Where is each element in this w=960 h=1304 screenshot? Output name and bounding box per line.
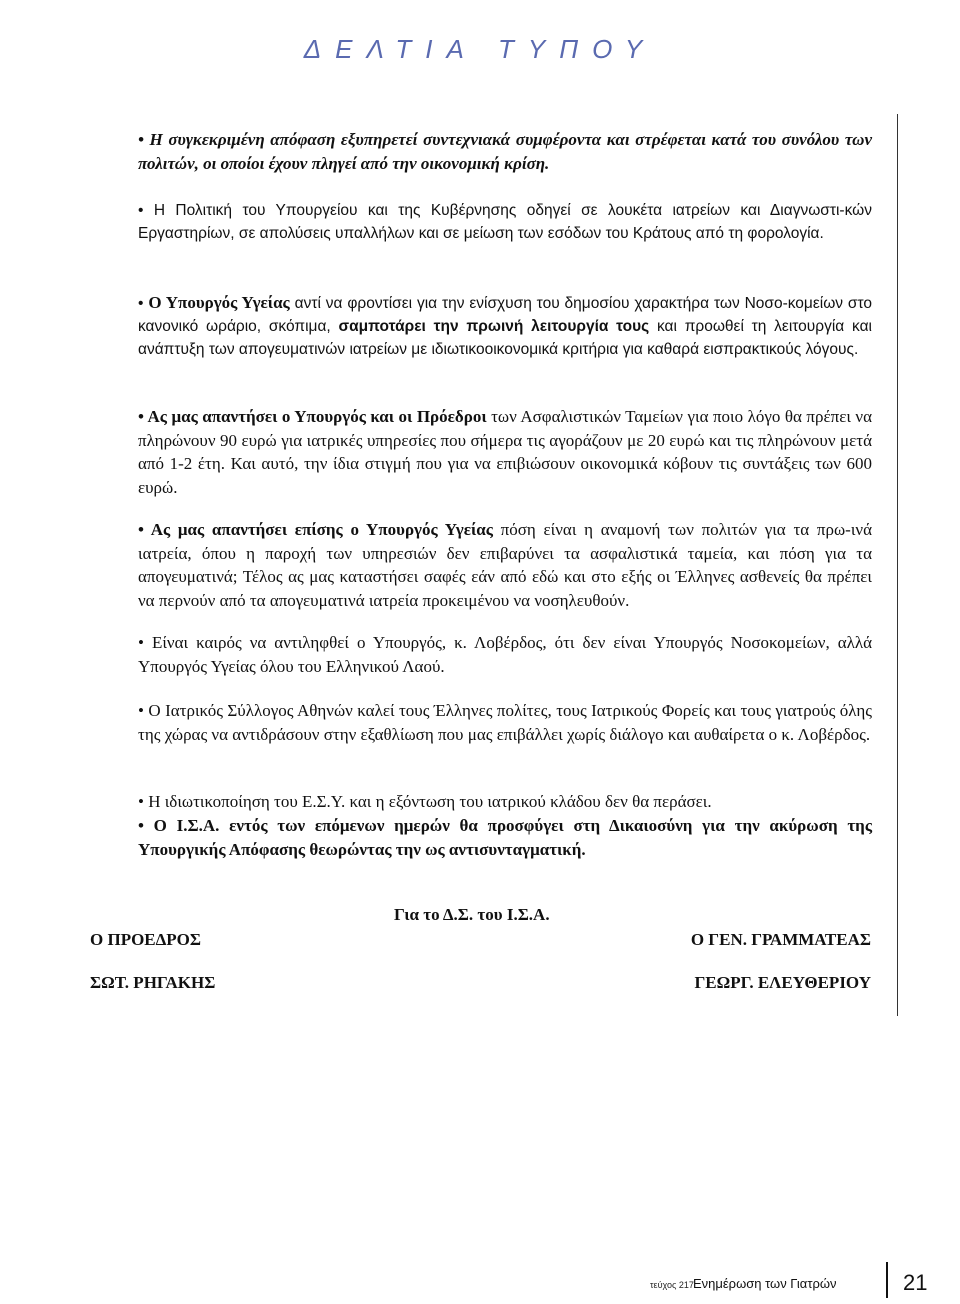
footer-separator: [886, 1262, 888, 1298]
paragraph-8-text: • Η ιδιωτικοποίηση του Ε.Σ.Υ. και η εξόντωση του ιατρικού κλάδου δεν θα περάσει.: [138, 792, 712, 811]
signature-right-title: Ο ΓΕΝ. ΓΡΑΜΜΑΤΕΑΣ: [690, 930, 871, 949]
paragraph-3-text-2: και προωθεί τη λειτουργία και ανάπτυξη των απογευματινών ιατρείων με ιδιωτικοοικονομικά κριτήρια για καθαρά εισπρακτικούς λόγους.: [138, 318, 872, 358]
signature-left-name: ΣΩΤ. ΡΗΓΑΚΗΣ: [90, 973, 216, 992]
page-header-title: ΔΕΛΤΙΑ ΤΥΠΟΥ: [303, 34, 657, 64]
paragraph-7: [138, 699, 872, 746]
footer-page-number: 21: [903, 1270, 928, 1295]
paragraph-2: [138, 199, 872, 245]
paragraph-9-text: • Ο Ι.Σ.Α. εντός των επόμενων ημερών θα προσφύγει στη Δικαιοσύνη για την ακύρωση της Υπουργικής Απόφασης θεωρώντας την ως αντισυνταγματική.: [138, 816, 872, 859]
paragraph-3-lead: •: [138, 295, 149, 312]
paragraph-3-bold-1: Ο Υπουργός Υγείας: [148, 293, 290, 312]
paragraph-5-bold-1: • Ας μας απαντήσει επίσης ο Υπουργός Υγείας: [138, 520, 493, 539]
margin-rule: [897, 114, 898, 1016]
paragraph-9: [138, 814, 872, 861]
signature-left-title: Ο ΠΡΟΕΔΡΟΣ: [90, 930, 202, 949]
paragraph-4: [138, 405, 872, 499]
paragraph-4-text-1: των Ασφαλιστικών Ταμείων για ποιο λόγο θα πρέπει να πληρώνουν 90 ευρώ για ιατρικές υπηρεσίες που σήμερα τις αγοράζουν με 20 ευρώ και τις πληρώνουν μετά από 1-2 έτη. Και αυτό, την ίδια στιγμή που για να επιβιώσουν οικονομικά κόβουν τις συντάξεις των 600 ευρώ.: [138, 407, 872, 497]
paragraph-2-text: • Η Πολιτική του Υπουργείου και της Κυβέρνησης οδηγεί σε λουκέτα ιατρείων και Διαγνωστι-κών Εργαστηρίων, σε απολύσεις υπαλλήλων και σε μείωση των εσόδων του Κράτους από τη φορολογία.: [138, 202, 872, 242]
paragraph-4-bold-1: • Ας μας απαντήσει ο Υπουργός και οι Πρόεδροι: [138, 407, 487, 426]
signature-on-behalf: Για το Δ.Σ. του Ι.Σ.Α.: [394, 905, 550, 924]
paragraph-6-text: • Είναι καιρός να αντιληφθεί ο Υπουργός, κ. Λοβέρδος, ότι δεν είναι Υπουργός Νοσοκομείων, αλλά Υπουργός Υγείας όλου του Ελληνικού Λαού.: [138, 633, 872, 676]
paragraph-7-text: • Ο Ιατρικός Σύλλογος Αθηνών καλεί τους Έλληνες πολίτες, τους Ιατρικούς Φορείς και τους γιατρούς όλης της χώρας να αντιδράσουν στην εξαθλίωση που μας επιβάλλει χωρίς διάλογο και αυθαίρετα ο κ. Λοβέρδος.: [138, 701, 872, 744]
paragraph-6: [138, 631, 872, 678]
paragraph-5-text-1: πόση είναι η αναμονή των πολιτών για τα πρω-ινά ιατρεία, όπου η παροχή των υπηρεσιών δεν επιβαρύνει τα ασφαλιστικά ταμεία, και πόση για τα απογευματινά; Τέλος ας μας καταστήσει σαφές εάν από εδώ και στο εξής οι Έλληνες ασθενείς θα πρέπει να περνούν από τα απογευματινά ιατρεία προκειμένου να νοσηλευθούν.: [138, 520, 872, 610]
paragraph-5: [138, 518, 872, 612]
footer-magazine-name: Ενημέρωση των Γιατρών: [693, 1276, 837, 1291]
paragraph-1-text: • Η συγκεκριμένη απόφαση εξυπηρετεί συντεχνιακά συμφέροντα και στρέφεται κατά του συνόλου των πολιτών, οι οποίοι έχουν πληγεί από την οικονομική κρίση.: [138, 130, 872, 173]
footer-issue: τεύχος 217: [650, 1280, 694, 1290]
paragraph-3-text-1: αντί να φροντίσει για την ενίσχυση του δημοσίου χαρακτήρα των Νοσο-κομείων στο κανονικό ωράριο, σκόπιμα,: [138, 295, 873, 335]
signature-right-name: ΓΕΩΡΓ. ΕΛΕΥΘΕΡΙΟΥ: [694, 973, 871, 992]
paragraph-8: [138, 790, 872, 814]
paragraph-3: [138, 291, 872, 361]
paragraph-3-bold-2: σαμποτάρει την πρωινή λειτουργία τους: [338, 318, 650, 335]
paragraph-1: [138, 128, 872, 175]
